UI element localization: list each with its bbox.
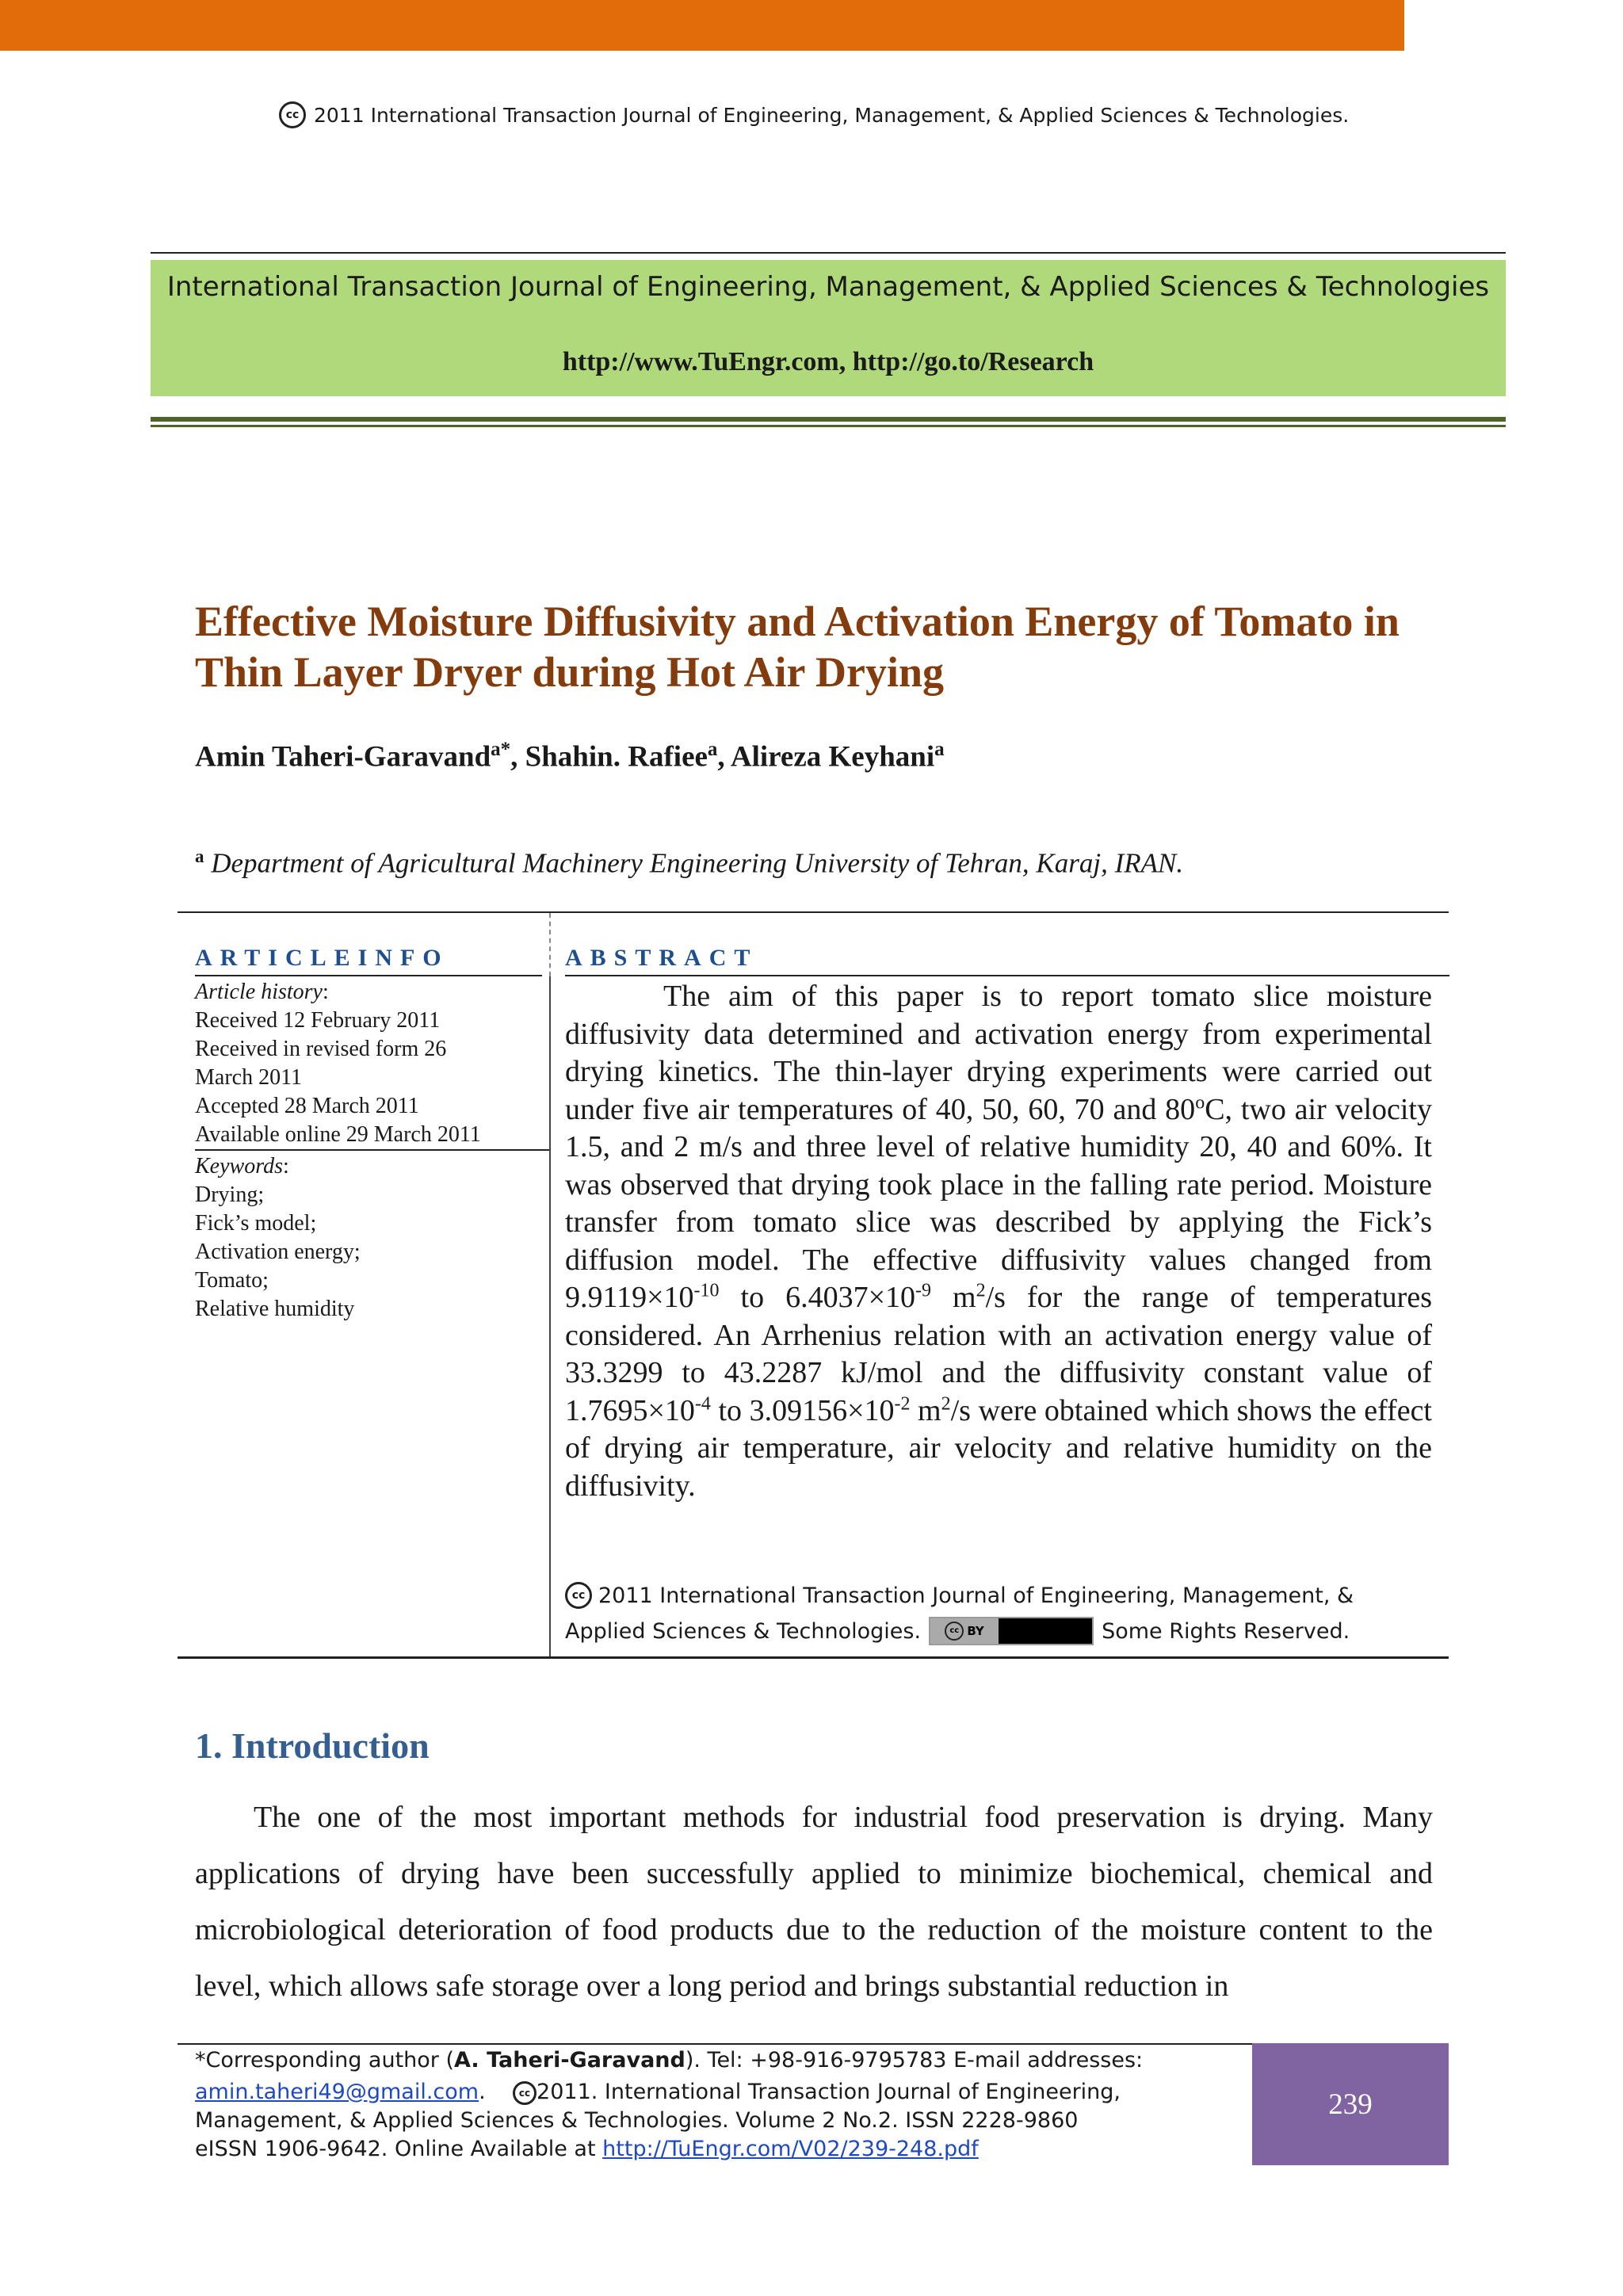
abstract-text: The aim of this paper is to report tomato slice moisture diffusivity data determined and activation energy from experimental drying kinetics. The thin-layer drying experiments were carried out under five air temperatures of 40, 50, 60, 70 and 80$^o$C, two air velocity 1.5, and 2 m/s and three level of relative humidity 20, 40 and 60%. It was observed that drying took place in the falling rate period. Moisture transfer from tomato slice was described by applying the Fick’s diffusion model. The effective diffusivity values changed from $9.9119\times 10^{-10}$ to $6.4037\times 10^{-9}$ $m^2/s$ for the range of temperatures considered. An Arrhenius relation with an activation energy value of 33.3299 to 43.2287 kJ/mol and the diffusivity constant value of $1.7695\times 10^{-4}$ to $3.09156\times 10^{-2}$ $m^2/s$ were obtained which shows the effect of drying air temperature, air velocity and relative humidity on the diffusivity. xyxy=(565,980,1432,1503)
pdf-link[interactable]: http://TuEngr.com/V02/239-248.pdf xyxy=(602,2137,979,2161)
affiliation: $^a$ Department of Agricultural Machinery Engineering University of Tehran, Karaj, IRAN. xyxy=(195,846,1184,879)
footnote-line-2: amin.taheri49@gmail.com. cc 2011. International Transaction Journal of Engineering, xyxy=(195,2080,1121,2104)
author-name: Amin Taheri-Garavand xyxy=(195,740,491,774)
top-color-bar xyxy=(0,0,1404,51)
header-rule xyxy=(151,252,1506,254)
cc-by-badge[interactable]: cc BY xyxy=(929,1617,1094,1645)
footnote-rule xyxy=(178,2043,1252,2045)
page-number-box xyxy=(1252,2043,1449,2165)
top-copyright xyxy=(279,101,1349,128)
column-divider xyxy=(549,976,551,1658)
page-number: 239 xyxy=(1328,2088,1373,2121)
column-divider-dashed xyxy=(549,913,551,976)
keywords-rule xyxy=(195,1149,549,1151)
paper-title: Effective Moisture Diffusivity and Activation Energy of Tomato in Thin Layer Dryer during Hot Air Drying xyxy=(195,598,1400,696)
abstract-heading: ABSTRACT xyxy=(565,945,758,971)
license-line-1: cc 2011 International Transaction Journal of Engineering, Management, & xyxy=(565,1582,1354,1609)
creative-commons-icon: cc xyxy=(513,2081,537,2105)
introduction-text: The one of the most important methods for industrial food preservation is drying. Many applications of drying have been successfully applied to minimize biochemical, chemical and microbiological deterioration of food products due to the reduction of the moisture content to the level, which allows safe storage over a long period and brings substantial reduction in xyxy=(195,1801,1433,2003)
history-line: March 2011 xyxy=(195,1065,303,1090)
info-heading-rule xyxy=(195,975,542,976)
info-bottom-rule xyxy=(178,1656,1449,1659)
footnote-line-4: eISSN 1906-9642. Online Available at http://TuEngr.com/V02/239-248.pdf xyxy=(195,2137,979,2161)
keyword: Fick’s model; xyxy=(195,1211,317,1236)
keyword: Activation energy; xyxy=(195,1240,361,1264)
author-list: Amin Taheri-Garavand$^{a*}$, Shahin. Rafiee$^a$, Alireza Keyhani$^a$ xyxy=(195,739,945,774)
keyword: Tomato; xyxy=(195,1268,269,1293)
abstract-heading-rule xyxy=(565,975,1449,976)
top-copyright-text: 2011 International Transaction Journal of Engineering, Management, & Applied Sciences & Technologies. xyxy=(314,103,1350,127)
history-line: Accepted 28 March 2011 xyxy=(195,1094,419,1118)
creative-commons-icon: cc xyxy=(279,101,306,128)
header-double-rule-bottom xyxy=(151,425,1506,427)
journal-banner xyxy=(151,260,1506,396)
section-heading-introduction: 1. Introduction xyxy=(195,1725,430,1766)
footnote-line-1: *Corresponding author (A. Taheri-Garavand). Tel: +98-916-9795783 E-mail addresses: xyxy=(195,2048,1144,2073)
article-history: Article history: Received 12 February 2011 Received in revised form 26 March 2011 Accepted 28 March 2011 Available online 29 March 2011 xyxy=(195,978,481,1149)
header-double-rule-top xyxy=(151,417,1506,422)
footnote-line-3: Management, & Applied Sciences & Technologies. Volume 2 No.2. ISSN 2228-9860 xyxy=(195,2108,1079,2133)
journal-name: International Transaction Journal of Engineering, Management, & Applied Sciences & Technologies xyxy=(166,271,1490,303)
creative-commons-icon: cc xyxy=(945,1622,964,1641)
article-info-heading: ARTICLEINFO xyxy=(195,945,449,971)
info-top-rule xyxy=(178,911,1449,913)
keyword: Relative humidity xyxy=(195,1297,355,1321)
history-line: Available online 29 March 2011 xyxy=(195,1122,481,1147)
history-line: Received 12 February 2011 xyxy=(195,1008,441,1033)
journal-urls[interactable]: http://www.TuEngr.com, http://go.to/Research xyxy=(562,347,1094,376)
license-line-2: Applied Sciences & Technologies. cc BY Some Rights Reserved. xyxy=(565,1617,1350,1645)
history-line: Received in revised form 26 xyxy=(195,1037,447,1061)
keyword: Drying; xyxy=(195,1182,265,1207)
keywords: Keywords: Drying; Fick’s model; Activation energy; Tomato; Relative humidity xyxy=(195,1152,361,1324)
author-name: Shahin. Rafiee xyxy=(525,740,708,774)
author-name: Alireza Keyhani xyxy=(730,740,935,774)
creative-commons-icon: cc xyxy=(565,1582,592,1609)
email-link[interactable]: amin.taheri49@gmail.com xyxy=(195,2080,479,2104)
